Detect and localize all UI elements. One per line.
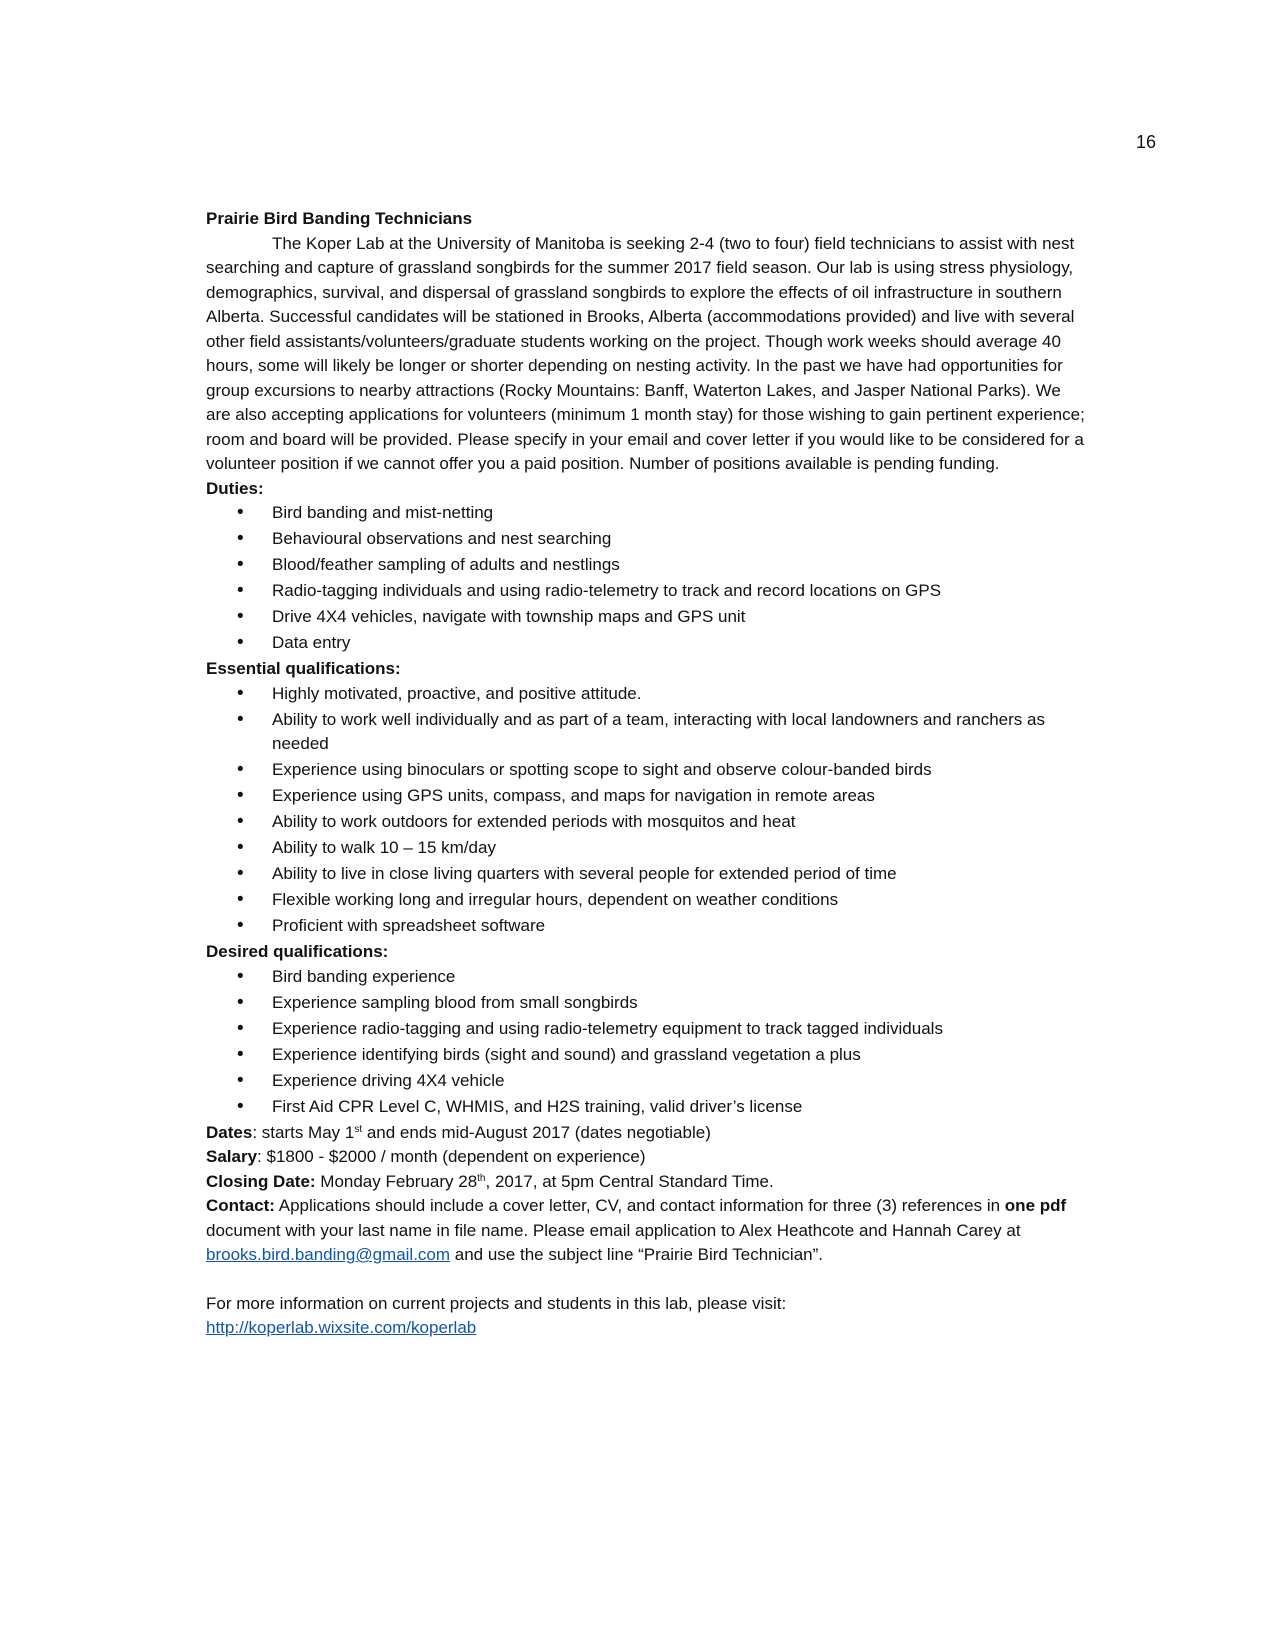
list-item: • Experience radio-tagging and using radio-telemetry equipment to track tagged individuals (206, 1017, 1086, 1042)
closing-date-text-start: Monday February 28 (315, 1171, 478, 1191)
contact-paragraph (206, 1194, 1086, 1268)
list-item: • Radio-tagging individuals and using radio-telemetry to track and record locations on GPS (206, 579, 1086, 604)
salary-label: Salary (206, 1147, 258, 1166)
dates-line (206, 1121, 1086, 1146)
more-info-text: For more information on current projects and students in this lab, please visit: (206, 1293, 787, 1313)
salary-line (206, 1145, 1086, 1170)
contact-format-emphasis: one pdf (1004, 1196, 1067, 1215)
desired-list (206, 965, 1086, 1120)
list-item: • Experience using GPS units, compass, and maps for navigation in remote areas (206, 784, 1086, 809)
list-item: • Bird banding and mist-netting (206, 501, 1086, 526)
closing-date-line (206, 1170, 1086, 1195)
salary-text: : $1800 - $2000 / month (dependent on experience) (257, 1147, 646, 1166)
essential-list (206, 682, 1086, 939)
list-item: • Ability to work well individually and as part of a team, interacting with local landowners and ranchers as needed (206, 708, 1086, 757)
lab-website-link[interactable]: http://koperlab.wixsite.com/koperlab (206, 1318, 477, 1337)
list-item: • Experience using binoculars or spotting scope to sight and observe colour-banded birds (206, 758, 1086, 783)
list-item: • Highly motivated, proactive, and positive attitude. (206, 682, 1086, 707)
dates-ordinal: st (354, 1123, 363, 1135)
contact-text-end: and use the subject line “Prairie Bird Technician”. (450, 1245, 823, 1264)
list-item: • Ability to work outdoors for extended periods with mosquitos and heat (206, 810, 1086, 835)
list-item: • Drive 4X4 vehicles, navigate with township maps and GPS unit (206, 605, 1086, 630)
list-item: • Behavioural observations and nest searching (206, 527, 1086, 552)
list-item: • Experience identifying birds (sight and sound) and grassland vegetation a plus (206, 1043, 1086, 1068)
contact-label: Contact: (206, 1196, 275, 1215)
list-item: • Bird banding experience (206, 965, 1086, 990)
dates-label: Dates (206, 1122, 253, 1142)
posting-title: Prairie Bird Banding Technicians (206, 209, 473, 228)
duties-heading: Duties: (206, 478, 264, 498)
contact-text-start: Applications should include a cover letter, CV, and contact information for three (3) references in (274, 1196, 1005, 1215)
list-item: • Blood/feather sampling of adults and nestlings (206, 553, 1086, 578)
intro-paragraph: The Koper Lab at the University of Manitoba is seeking 2-4 (two to four) field technicians to assist with nest searching and capture of grassland songbirds for the summer 2017 field season. Our lab is using stress physiology, demographics, survival, and dispersal of grassland songbirds to explore the effects of oil infrastructure in southern Alberta. Successful candidates will be stationed in Brooks, Alberta (accommodations provided) and live with several other field assistants/volunteers/graduate students working on the project. Though work weeks should average 40 hours, some will likely be longer or shorter depending on nesting activity. In the past we have had opportunities for group excursions to nearby attractions (Rocky Mountains: Banff, Waterton Lakes, and Jasper National Parks). We are also accepting applications for volunteers (minimum 1 month stay) for those wishing to gain pertinent experience; room and board will be provided. Please specify in your email and cover letter if you would like to be considered for a volunteer position if we cannot offer you a paid position. Number of positions available is pending funding. (206, 233, 1085, 473)
closing-date-label: Closing Date: (206, 1171, 316, 1191)
contact-email-link[interactable]: brooks.bird.banding@gmail.com (206, 1245, 451, 1264)
dates-text-start: : starts May 1 (252, 1122, 355, 1142)
list-item: • Experience sampling blood from small songbirds (206, 991, 1086, 1016)
list-item: • First Aid CPR Level C, WHMIS, and H2S training, valid driver’s license (206, 1095, 1086, 1120)
list-item: • Ability to walk 10 – 15 km/day (206, 836, 1086, 861)
closing-date-text-end: , 2017, at 5pm Central Standard Time. (485, 1171, 774, 1191)
list-item: • Ability to live in close living quarters with several people for extended period of time (206, 862, 1086, 887)
list-item: • Experience driving 4X4 vehicle (206, 1069, 1086, 1094)
dates-text-end: and ends mid-August 2017 (dates negotiable) (362, 1122, 711, 1142)
closing-date-ordinal: th (477, 1172, 486, 1184)
contact-text-middle: document with your last name in file name. Please email application to Alex Heathcote and Hannah Carey at (206, 1220, 1021, 1240)
list-item: • Proficient with spreadsheet software (206, 914, 1086, 939)
list-item: • Data entry (206, 631, 1086, 656)
essential-heading: Essential qualifications: (206, 659, 401, 678)
desired-heading: Desired qualifications: (206, 942, 389, 961)
list-item: • Flexible working long and irregular hours, dependent on weather conditions (206, 888, 1086, 913)
page-number: 16 (1136, 132, 1157, 152)
spacer (206, 1268, 1086, 1292)
job-posting (206, 207, 1086, 1341)
duties-list (206, 501, 1086, 656)
more-info-link-line (206, 1316, 1086, 1341)
